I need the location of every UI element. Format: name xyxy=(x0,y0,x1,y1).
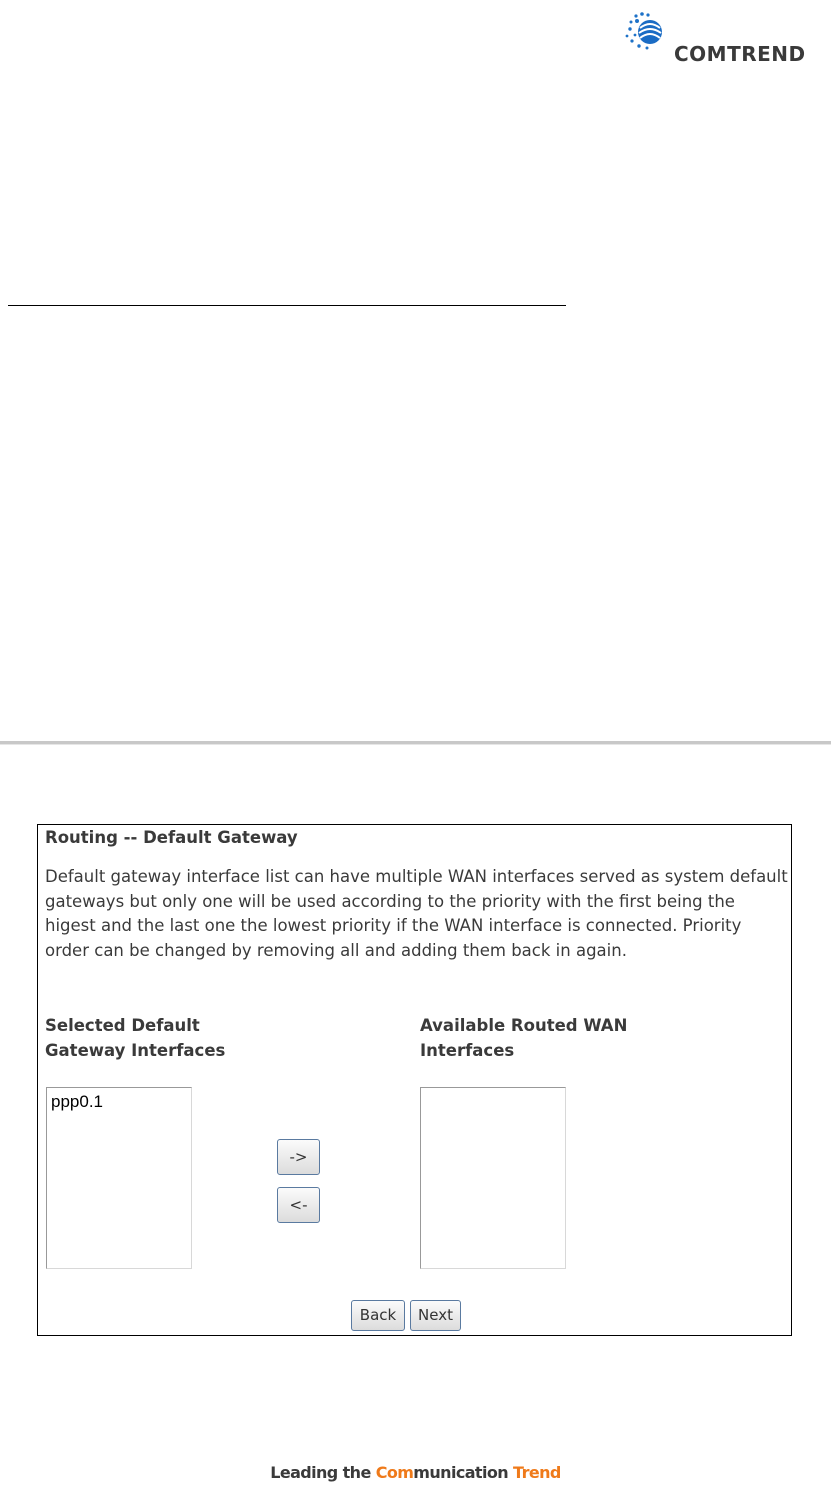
footer-tagline: Leading the Communication Trend xyxy=(270,1463,561,1482)
remove-interface-button[interactable]: <- xyxy=(277,1187,320,1223)
selected-interfaces-label: Selected Default Gateway Interfaces xyxy=(45,1016,226,1060)
next-button[interactable]: Next xyxy=(410,1300,461,1331)
short-divider xyxy=(8,305,566,306)
page-divider xyxy=(0,741,831,745)
brand-name: COMTREND xyxy=(674,42,806,66)
available-interfaces-label: Available Routed WAN Interfaces xyxy=(420,1016,628,1060)
available-interfaces-list[interactable] xyxy=(420,1087,566,1269)
panel-title: Routing -- Default Gateway xyxy=(45,828,298,847)
comtrend-logo xyxy=(622,8,831,68)
comtrend-globe-logo-icon xyxy=(622,8,678,64)
list-option[interactable]: ppp0.1 xyxy=(51,1092,103,1111)
selected-interfaces-list[interactable] xyxy=(46,1087,192,1269)
panel-description: Default gateway interface list can have multiple WAN interfaces served as system default gateways but only one will be used according to the priority with the first being the higest and the last one the lowest priority if the WAN interface is connected. Priority order can be changed by removing all and adding them back in again. xyxy=(45,867,788,960)
routing-default-gateway-panel xyxy=(37,824,792,1336)
add-interface-button[interactable]: -> xyxy=(277,1139,320,1175)
back-button[interactable]: Back xyxy=(351,1300,405,1331)
